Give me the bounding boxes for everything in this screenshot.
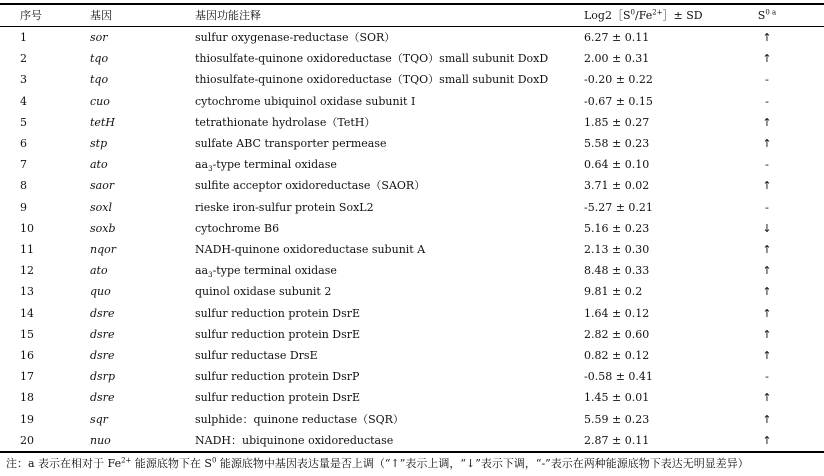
row-number: 8 xyxy=(20,179,27,193)
table-row xyxy=(0,69,824,90)
log2-value: -5.27 ± 0.21 xyxy=(584,200,653,214)
row-number: 5 xyxy=(20,115,27,129)
header-log2-sup2: 2+ xyxy=(652,8,663,17)
table-row xyxy=(0,430,824,451)
log2-value: 2.87 ± 0.11 xyxy=(584,433,650,447)
regulation-indicator: ↑ xyxy=(762,433,772,447)
footnote-part3: 能源底物中基因表达量是否上调（“↑”表示上调，“↓”表示下调，“-”表示在两种能源底物下表达无明显差异） xyxy=(216,457,749,470)
regulation-indicator: ↑ xyxy=(762,31,772,44)
header-function: 基因功能注释 xyxy=(195,9,261,22)
regulation-indicator: ↑ xyxy=(762,115,772,129)
gene-name: tqo xyxy=(90,52,109,66)
footnote-sup1: 2+ xyxy=(121,456,132,465)
gene-function-suffix: -type terminal oxidase xyxy=(212,264,337,278)
log2-value: 5.16 ± 0.23 xyxy=(584,221,650,235)
gene-function: sulfate ABC transporter permease xyxy=(195,137,387,150)
gene-function: cytochrome ubiquinol oxidase subunit I xyxy=(195,94,416,108)
regulation-indicator: ↑ xyxy=(762,179,772,193)
row-number: 12 xyxy=(20,264,34,278)
table-row xyxy=(0,27,824,48)
gene-name: sqr xyxy=(90,412,108,426)
log2-value: 5.58 ± 0.23 xyxy=(584,137,650,150)
gene-function: sulfur reduction protein DsrE xyxy=(195,327,361,341)
log2-value: 1.85 ± 0.27 xyxy=(584,115,650,129)
row-number: 19 xyxy=(20,412,34,426)
regulation-indicator: ↑ xyxy=(762,264,772,278)
gene-name: dsre xyxy=(90,306,115,320)
row-number: 18 xyxy=(20,391,34,405)
gene-name: stp xyxy=(90,137,108,150)
regulation-indicator: ↑ xyxy=(762,306,772,320)
regulation-indicator: ↑ xyxy=(762,391,772,405)
header-s0-sup: 0 a xyxy=(765,8,777,17)
header-log2-sup0: 0 xyxy=(630,8,635,17)
row-number: 15 xyxy=(20,327,34,341)
header-log2-prefix: Log2［S xyxy=(584,9,631,22)
gene-name: soxb xyxy=(90,221,116,235)
gene-name: ato xyxy=(90,264,108,278)
gene-function: sulfite acceptor oxidoreductase（SAOR） xyxy=(195,179,426,193)
regulation-indicator: ↑ xyxy=(762,52,772,66)
regulation-indicator: ↑ xyxy=(762,137,772,150)
log2-value: 0.82 ± 0.12 xyxy=(584,349,650,362)
row-number: 9 xyxy=(20,200,27,214)
row-number: 1 xyxy=(20,31,27,44)
gene-function-suffix: -type terminal oxidase xyxy=(212,158,337,172)
row-number: 4 xyxy=(20,94,27,108)
log2-value: 5.59 ± 0.23 xyxy=(584,412,650,426)
regulation-indicator: ↑ xyxy=(762,349,772,362)
table-row xyxy=(0,324,824,345)
row-number: 14 xyxy=(20,306,34,320)
footnote-sup2: 0 xyxy=(211,456,217,465)
table-row xyxy=(0,133,824,154)
table-row xyxy=(0,218,824,239)
gene-name: tetH xyxy=(90,115,115,129)
row-number: 6 xyxy=(20,137,27,150)
table-row xyxy=(0,197,824,218)
gene-function: cytochrome B6 xyxy=(195,221,280,235)
gene-function: sulphide：quinone reductase（SQR） xyxy=(195,412,404,426)
header-log2 xyxy=(584,5,703,26)
log2-value: -0.20 ± 0.22 xyxy=(584,73,653,87)
regulation-indicator: - xyxy=(765,73,769,87)
row-number: 11 xyxy=(20,243,34,256)
table-footnote xyxy=(6,455,749,471)
gene-name: dsre xyxy=(90,349,115,362)
table-row xyxy=(0,154,824,175)
gene-name: cuo xyxy=(90,94,110,108)
table-row xyxy=(0,281,824,302)
header-s0-base: S xyxy=(757,9,766,22)
gene-function-prefix: aa xyxy=(195,264,209,278)
table-row xyxy=(0,366,824,387)
header-s0 xyxy=(755,5,779,26)
regulation-indicator: ↑ xyxy=(762,327,772,341)
row-number: 10 xyxy=(20,221,34,235)
gene-function: sulfur reductase DrsE xyxy=(195,349,318,362)
log2-value: 2.13 ± 0.30 xyxy=(584,243,650,256)
row-number: 16 xyxy=(20,349,34,362)
gene-name: ato xyxy=(90,158,108,172)
log2-value: 2.82 ± 0.60 xyxy=(584,327,650,341)
gene-name: tqo xyxy=(90,73,109,87)
log2-value: 3.71 ± 0.02 xyxy=(584,179,650,193)
row-number: 3 xyxy=(20,73,27,87)
regulation-indicator: ↑ xyxy=(762,412,772,426)
table-row xyxy=(0,48,824,69)
header-gene: 基因 xyxy=(90,9,112,22)
row-number: 7 xyxy=(20,158,27,172)
log2-value: 8.48 ± 0.33 xyxy=(584,264,650,278)
gene-name: nuo xyxy=(90,433,111,447)
gene-name: quo xyxy=(90,285,111,299)
bottom-rule xyxy=(0,451,824,453)
table-row xyxy=(0,112,824,133)
gene-function xyxy=(195,260,337,281)
gene-function: NADH：ubiquinone oxidoreductase xyxy=(195,433,394,447)
gene-function-prefix: aa xyxy=(195,158,209,172)
gene-function-subscript: 3 xyxy=(208,271,213,280)
table-row xyxy=(0,260,824,281)
log2-value: 0.64 ± 0.10 xyxy=(584,158,650,172)
table-row xyxy=(0,387,824,408)
log2-value: -0.67 ± 0.15 xyxy=(584,94,653,108)
regulation-indicator: ↑ xyxy=(762,243,772,256)
table-row xyxy=(0,303,824,324)
log2-value: 6.27 ± 0.11 xyxy=(584,31,650,44)
gene-function xyxy=(195,154,337,175)
row-number: 13 xyxy=(20,285,34,299)
regulation-indicator: ↓ xyxy=(762,221,772,235)
gene-function: quinol oxidase subunit 2 xyxy=(195,285,332,299)
gene-function: tetrathionate hydrolase（TetH） xyxy=(195,115,376,129)
table-header-row xyxy=(0,5,824,26)
log2-value: 1.45 ± 0.01 xyxy=(584,391,650,405)
table-row xyxy=(0,345,824,366)
regulation-indicator: - xyxy=(765,370,769,384)
row-number: 17 xyxy=(20,370,34,384)
gene-function: sulfur oxygenase-reductase（SOR） xyxy=(195,31,396,44)
log2-value: 9.81 ± 0.2 xyxy=(584,285,643,299)
gene-name: sor xyxy=(90,31,108,44)
regulation-indicator: ↑ xyxy=(762,285,772,299)
row-number: 2 xyxy=(20,52,27,66)
footnote-part1: 注：a 表示在相对于 Fe xyxy=(6,457,122,470)
log2-value: -0.58 ± 0.41 xyxy=(584,370,653,384)
regulation-indicator: - xyxy=(765,94,769,108)
gene-function: thiosulfate-quinone oxidoreductase（TQO）small subunit DoxD xyxy=(195,52,549,66)
gene-name: soxl xyxy=(90,200,112,214)
header-no: 序号 xyxy=(20,9,42,22)
gene-name: nqor xyxy=(90,243,117,256)
gene-function: NADH-quinone oxidoreductase subunit A xyxy=(195,243,426,256)
gene-function-subscript: 3 xyxy=(208,165,213,174)
footnote-part2: 能源底物下在 S xyxy=(131,457,212,470)
table-row xyxy=(0,175,824,196)
gene-name: dsre xyxy=(90,391,115,405)
table-row xyxy=(0,239,824,260)
header-log2-suffix: ］± SD xyxy=(662,9,703,22)
log2-value: 1.64 ± 0.12 xyxy=(584,306,650,320)
gene-function: thiosulfate-quinone oxidoreductase（TQO）small subunit DoxD xyxy=(195,73,549,87)
regulation-indicator: - xyxy=(765,158,769,172)
header-log2-mid: /Fe xyxy=(634,9,653,22)
table-row xyxy=(0,91,824,112)
gene-name: saor xyxy=(90,179,115,193)
log2-value: 2.00 ± 0.31 xyxy=(584,52,650,66)
gene-function: sulfur reduction protein DsrE xyxy=(195,391,361,405)
row-number: 20 xyxy=(20,433,34,447)
table-row xyxy=(0,409,824,430)
gene-name: dsre xyxy=(90,327,115,341)
gene-name: dsrp xyxy=(90,370,115,384)
regulation-indicator: - xyxy=(765,200,769,214)
gene-function: sulfur reduction protein DsrP xyxy=(195,370,360,384)
gene-function: sulfur reduction protein DsrE xyxy=(195,306,361,320)
gene-function: rieske iron-sulfur protein SoxL2 xyxy=(195,200,374,214)
